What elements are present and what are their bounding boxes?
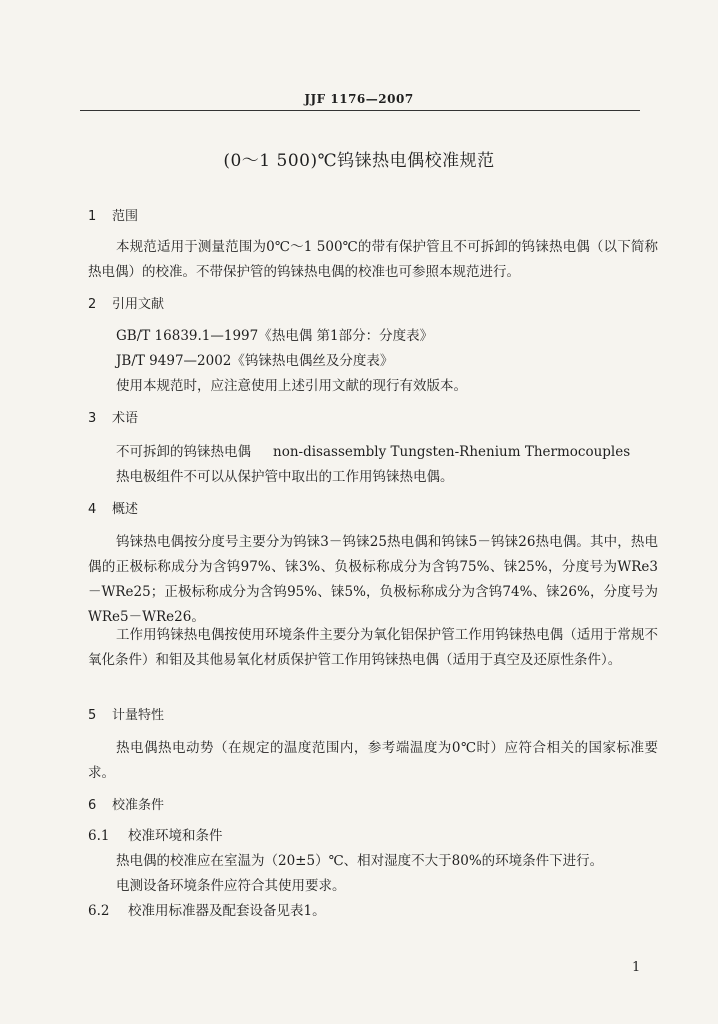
section-4-heading [88,497,658,522]
running-header: JJF 1176—2007 [304,92,414,106]
section-title: 范围 [112,209,139,224]
document-title: (0～1 500)℃钨铼热电偶校准规范 [223,151,495,171]
section-title: 引用文献 [112,297,165,312]
term-definition: 热电极组件不可以从保护管中取出的工作用钨铼热电偶。 [116,469,454,485]
section-4-paragraph-2: 工作用钨铼热电偶按使用环境条件主要分为氧化铝保护管工作用钨铼热电偶（适用于常规不氧化条件）和钼及其他易氧化材质保护管工作用钨铼热电偶（适用于真空及还原性条件）。 [88,627,658,668]
subsection-6-2 [88,899,658,924]
section-6-heading [88,793,658,818]
header-rule [80,110,640,111]
section-number: 5 [88,708,97,723]
section-3-heading [88,406,658,431]
reference-2: JB/T 9497—2002《钨铼热电偶丝及分度表》 [116,353,394,369]
subsection-number: 6.2 [88,903,110,919]
section-5-heading [88,703,658,728]
reference-1: GB/T 16839.1—1997《热电偶 第1部分：分度表》 [116,328,434,344]
section-1-paragraph: 本规范适用于测量范围为0℃～1 500℃的带有保护管且不可拆卸的钨铼热电偶（以下简称热电偶）的校准。不带保护管的钨铼热电偶的校准也可参照本规范进行。 [88,239,658,280]
section-4-paragraph-1: 钨铼热电偶按分度号主要分为钨铼3－钨铼25热电偶和钨铼5－钨铼26热电偶。其中，热电偶的正极标称成分为含钨97%、铼3%、负极标称成分为含钨75%、铼25%，分度号为WRe3－WRe25；正极标称成分为含钨95%、铼5%，负极标称成分为含钨74%、铼26%，分度号为WRe5－WRe26。 [88,534,658,625]
section-number: 3 [88,411,97,426]
subsection-6-1-paragraph-1: 热电偶的校准应在室温为（20±5）℃、相对湿度不大于80%的环境条件下进行。 [116,853,604,869]
subsection-number: 6.1 [88,828,110,844]
section-number: 2 [88,297,97,312]
term-line [88,440,686,465]
section-title: 术语 [112,411,139,426]
section-number: 4 [88,502,97,517]
section-title: 概述 [112,502,139,517]
section-2-paragraph: 使用本规范时，应注意使用上述引用文献的现行有效版本。 [116,378,467,394]
section-1-heading [88,204,658,229]
section-number: 1 [88,209,97,224]
subsection-6-1-paragraph-2: 电测设备环境条件应符合其使用要求。 [116,878,346,894]
section-number: 6 [88,798,97,813]
subsection-title: 校准用标准器及配套设备见表1。 [128,903,326,919]
page-number: 1 [632,960,641,975]
section-2-heading [88,292,658,317]
subsection-6-1-heading [88,824,658,849]
subsection-title: 校准环境和条件 [128,828,223,844]
term-chinese: 不可拆卸的钨铼热电偶 [116,444,251,460]
section-title: 校准条件 [112,798,165,813]
section-5-paragraph: 热电偶热电动势（在规定的温度范围内，参考端温度为0℃时）应符合相关的国家标准要求。 [88,740,658,781]
term-english: non-disassembly Tungsten-Rhenium Thermocouples [273,444,631,460]
section-title: 计量特性 [112,708,165,723]
